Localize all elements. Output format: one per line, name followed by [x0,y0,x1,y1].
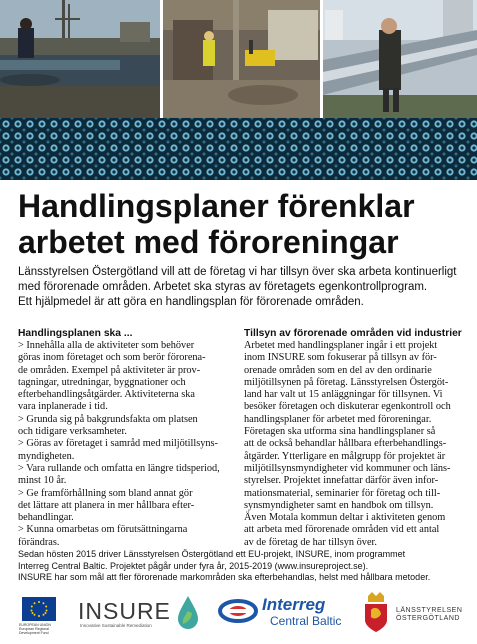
photo-polluted-pond [0,0,160,118]
left-column-line: förändras. [18,536,60,548]
left-column-line: > Innehålla alla de aktiviteter som behöver [18,340,195,351]
decorative-pattern-band [0,118,477,180]
lansstyrelsen-line-2: ÖSTERGÖTLAND [396,615,460,622]
lansstyrelsen-crest-icon [362,592,390,634]
left-column-line: > Grunda sig på bakgrundsfakta om platsen [18,413,198,425]
insure-drop-icon [176,595,200,631]
footer-line: INSURE har som mål att fler förorenade markområden ska efterbehandlas, helst med hållbara metoder. [18,572,431,582]
left-column-line: vara inplanerade i tid. [18,401,108,413]
lansstyrelsen-line-1: LÄNSSTYRELSEN [396,607,463,614]
photo-strip [0,0,477,118]
right-column-line: styrelser. Projektet innefattar därför även infor- [244,475,439,487]
left-column-heading: Handlingsplanen ska ... [18,328,133,339]
right-column-line: att de också behandlar hållbara efterbehandlings- [244,438,447,450]
eu-caption: EUROPEAN UNION European Regional Development Fund [19,623,51,635]
left-column-line: efterbehandlingsåtgärder. Aktiviteterna ska [18,389,195,401]
interreg-subtitle: Central Baltic [270,614,342,628]
right-column-line: land har valt ut 15 anläggningar för tillsynen. Vi [244,389,443,401]
interreg-emblem-icon [218,599,258,623]
right-column-line: Arbetet med handlingsplaner ingår i ett projekt [244,340,438,351]
left-column-line: > Göras av företaget i samråd med miljötillsyns- [18,438,218,450]
title-line: Handlingsplaner förenklar [18,188,415,224]
right-column-line: av de företag de har tillsyn över. [244,536,377,548]
footer-text [18,549,468,584]
right-column-line: Även Motala kommun deltar i aktiviteten genom [244,512,446,524]
left-column-line: > Kunna omarbetas om förutsättningarna [18,524,188,536]
insure-logo-text: INSURE [78,598,171,624]
right-column [244,328,466,549]
left-column-line: minst 10 år. [18,475,67,487]
left-column-line: tagningar, utredningar, byggnationer och [18,376,186,388]
title-line: arbetet med föroreningar [18,224,399,260]
photo-industrial-pipes [323,0,477,118]
interreg-logo-text: Interreg [262,595,326,614]
right-column-line: miljötillsynen på företag. Länsstyrelsen Östergöt- [244,376,449,388]
left-column-line: och tidigare verksamheter. [18,426,127,438]
left-column-line: > Ge framförhållning som bland annat gör [18,487,193,499]
right-column-line: orenade områden som en del av den ordinarie [244,364,432,376]
left-column-line: göras inom företaget och som berör förorena- [18,352,206,364]
eu-flag-logo [22,597,56,621]
right-column-line: handlingsplaner för arbetet med föroreningar. [244,413,432,425]
intro-line: Länsstyrelsen Östergötland vill att de företag vi har tillsyn över ska arbeta kontinuerligt [18,266,457,278]
left-column-line: > Vara rullande och omfatta en längre tidsperiod, [18,462,220,474]
right-column-line: inom INSURE som fokuserar på tillsyn av för- [244,352,437,364]
intro-line: Ett hjälpmedel är att göra en handlingsplan för förorenade områden. [18,296,364,308]
right-column-line: miljötillsynsmyndigheter vid kommuner och läns- [244,462,451,474]
right-column-line: åtgärder. Ytterligare en målgrupp för projektet är [244,450,446,462]
intro-paragraph [18,265,468,310]
insure-tagline: Innovative Sustainable Remediation [80,623,152,628]
right-column-line: Företagen ska utforma sina handlingsplaner så [244,426,436,438]
right-column-line: synsmyndigheter samt en handbok om tillsyn. [244,499,434,511]
right-column-heading: Tillsyn av förorenade områden vid industrier [244,328,462,339]
logo-row [0,590,477,644]
left-column-line: behandlingar. [18,512,74,524]
left-column-line: det lättare att planera in mer hållbara efter- [18,499,195,511]
left-column-line: de områden. Exempel på aktiviteter är prov- [18,364,201,376]
right-column-line: besöker företagen och diskuterar egenkontroll och [244,401,451,413]
right-column-line: mationsmaterial, seminarier för företag och till- [244,487,441,499]
photo-excavation-site [163,0,320,118]
right-column-line: att arbeta med förorenade områden vid ett antal [244,524,440,536]
footer-line: Interreg Central Baltic. Projektet pågår under fyra år, 2015-2019 (www.insureproject.se). [18,560,369,571]
page-title [18,188,468,260]
intro-line: med förorenade områden. Arbetet ska styras av företagets egenkontrollprogram. [18,281,428,293]
footer-line: Sedan hösten 2015 driver Länsstyrelsen Östergötland ett EU-projekt, INSURE, inom programmet [18,549,406,559]
left-column-line: myndigheten. [18,450,75,462]
lansstyrelsen-name [396,607,462,623]
left-column [18,328,238,549]
